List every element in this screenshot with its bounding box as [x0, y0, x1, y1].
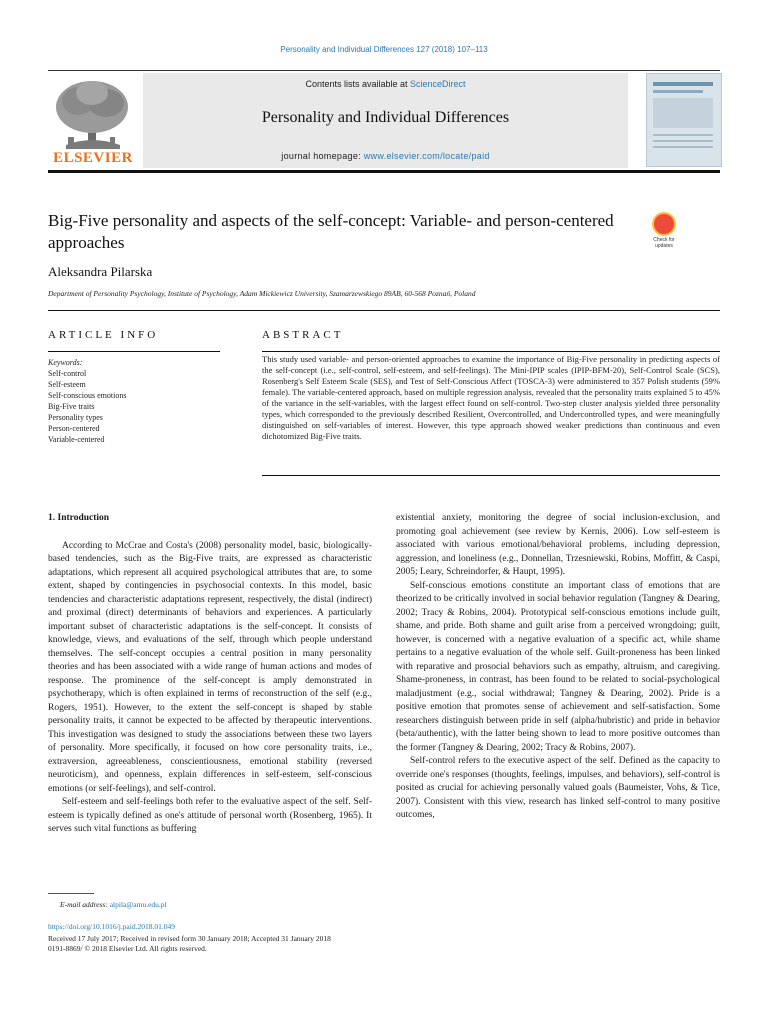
- keyword-item: Variable-centered: [48, 435, 105, 444]
- author-affiliation: Department of Personality Psychology, Institute of Psychology, Adam Mickiewicz University, Szamarzewskiego 89AB, 60-568 Poznań, Poland: [48, 289, 476, 298]
- body-paragraph: Self-esteem and self-feelings both refer to the evaluative aspect of the self. Self-esteem is typically defined as one's attitude of personal worth (Rosenberg, 1965). It serves such vital functions as buffering: [48, 797, 372, 834]
- body-column-left: [48, 512, 372, 837]
- keyword-item: Self-conscious emotions: [48, 391, 127, 400]
- journal-homepage-link[interactable]: www.elsevier.com/locate/paid: [363, 151, 490, 161]
- body-paragraph: According to McCrae and Costa's (2008) personality model, basic, biologically-based tendencies, such as the Big-Five traits, are expressed as characteristic adaptations, which represent all acquired psychological attributes that are, to some extent, shaped by contingencies in psychosocial contexts. In this model, basic tendencies and characteristic adaptations represent, respectively, the distal (indirect) and proximal (direct) determinants of behaviors and experiences. A particularly important subset of characteristic adaptations is the self-concept. It consists of knowledge, views, and evaluations of the self, through which people understand themselves. The self-concept occupies a central position in many personality theories and has been associated with a wide range of human actions and modes of response. The prominence of the self-concept is amply demonstrated in psychotherapy, which is often explained in terms of reconstruction of the self (e.g., Rogers, 1951). However, to the extent the self-concept is shaped by stable personality traits, it cannot be expected to be affected by therapeutic interventions. This investigation was designed to study the associations between these two layers of personality. More specifically, it focused on how core personality traits, i.e., extraversion, agreeableness, conscientiousness, emotional stability (reversed neuroticism), and openness, explain differences in self-esteem, self-conscious emotions (or self-feelings), and self-control.: [48, 540, 372, 794]
- journal-reference-link[interactable]: Personality and Individual Differences 127 (2018) 107–113: [280, 45, 488, 54]
- author-name[interactable]: Aleksandra Pilarska: [48, 264, 153, 279]
- journal-title: Personality and Individual Differences: [261, 109, 510, 126]
- masthead-divider: [48, 170, 720, 173]
- body-paragraph: existential anxiety, monitoring the degree of social inclusion-exclusion, and promoting goal achievement (see review by Kernis, 2006). Low self-esteem is associated with various emotional/behavioral problems, including depression, aggression, and loneliness (e.g., Donnellan, Trzesniewski, Robins, Moffitt, & Caspi, 2005; Leary, Schreindorfer, & Haupt, 1995).: [396, 513, 720, 577]
- masthead-banner: [143, 73, 628, 168]
- crossmark-icon: [652, 212, 676, 236]
- keyword-item: Self-esteem: [48, 380, 86, 389]
- footnote-divider: [48, 893, 94, 894]
- contents-prefix: Contents lists available at: [305, 79, 411, 89]
- abstract-bottom-divider: [262, 475, 720, 476]
- journal-masthead: [48, 73, 720, 168]
- body-paragraph: Self-conscious emotions constitute an important class of emotions that are theorized to be critically involved in social behavior regulation (Tangney & Dearing, 2002; Tracy & Robins, 2004). Prototypical self-conscious emotions include guilt, shame, and pride. Both shame and guilt arise from a perceived wrongdoing; guilt, however, is concerned with a negative evaluation of a specific act, while shame pertains to a negative evaluation of the whole self. Guilt-proneness has been linked with reparative and prosocial behaviors such as empathy, altruism, and caregiving. Shame-proneness, in contrast, has been found to be related to social-psychological maladjustment (e.g., social withdrawal; Tangney & Dearing, 2002). Pride is a positive emotion that promotes sense of achievement and self-satisfaction. Some researchers distinguish between pride in self (alpha/hubristic) and pride in behavior (beta/authentic), with the latter being shown to lead to more positive outcomes than the former (Tangney & Dearing, 2002; Tracy & Robins, 2007).: [396, 580, 720, 753]
- keyword-item: Person-centered: [48, 424, 100, 433]
- keywords-label: Keywords:: [48, 358, 83, 367]
- keyword-item: Personality types: [48, 413, 103, 422]
- journal-cover-thumbnail[interactable]: [646, 73, 722, 167]
- crossmark-label: Check for updates: [653, 237, 675, 249]
- body-paragraph: Self-control refers to the executive aspect of the self. Defined as the capacity to override one's responses (thoughts, feelings, impulses, and behaviors), self-control is posited as crucial for achieving personally valued goals (Baumeister, Vohs, & Tice, 2007). Consistent with this view, research has linked self-control to many positive outcomes,: [396, 756, 720, 820]
- author-email-link[interactable]: alpila@amu.edu.pl: [109, 900, 167, 909]
- homepage-line: [143, 151, 628, 161]
- copyright-line: 0191-8869/ © 2018 Elsevier Ltd. All rights reserved.: [48, 944, 207, 953]
- doi-link[interactable]: https://doi.org/10.1016/j.paid.2018.01.049: [48, 922, 175, 931]
- section-heading-introduction: 1. Introduction: [48, 513, 110, 523]
- body-column-right: [396, 512, 720, 823]
- abstract-divider: [262, 351, 720, 352]
- abstract-body: This study used variable- and person-oriented approaches to examine the importance of Big-Five personality in predicting aspects of the self-concept (i.e., self-control, self-esteem, and self-feelings). The Mini-IPIP scales (IPIP-BFM-20), Self-Control Scale (SCS), Rosenberg's Self Esteem Scale (SES), and Test of Self-Conscious Affect (TOSCA-3) were administered to 357 Polish students (59% female). The variable-centered approach, based on multiple regression analysis, revealed that the personality traits explained 5 to 45% of the variance in the self-variables, with the largest effect found on self-control. Two-step cluster analysis yielded three personality types, which corresponded to the previously described Resilient, Overcontrolled, and Undercontrolled types, and were meaningfully distinguished on self-variables of interest. However, this type approach showed weaker predictions than continuous and even dichotomized Big-Five traits.: [262, 354, 720, 441]
- received-dates: Received 17 July 2017; Received in revised form 30 January 2018; Accepted 31 January 2018: [48, 934, 331, 943]
- keyword-item: Big-Five traits: [48, 402, 95, 411]
- article-info-heading: ARTICLE INFO: [48, 329, 159, 341]
- top-divider: [48, 70, 720, 71]
- article-info-divider: [48, 351, 220, 352]
- email-footnote: [60, 900, 167, 909]
- email-label: E-mail address:: [60, 900, 108, 909]
- sciencedirect-link[interactable]: ScienceDirect: [410, 79, 466, 89]
- contents-line: [143, 79, 628, 89]
- keywords-list: [48, 357, 228, 445]
- abstract-heading: ABSTRACT: [262, 329, 344, 341]
- elsevier-wordmark: ELSEVIER: [53, 150, 133, 166]
- article-title: Big-Five personality and aspects of the self-concept: Variable- and person-centered approaches: [48, 211, 614, 252]
- keyword-item: Self-control: [48, 369, 87, 378]
- header-divider: [48, 310, 720, 311]
- check-for-updates-badge[interactable]: [646, 212, 682, 250]
- homepage-prefix: journal homepage:: [281, 151, 364, 161]
